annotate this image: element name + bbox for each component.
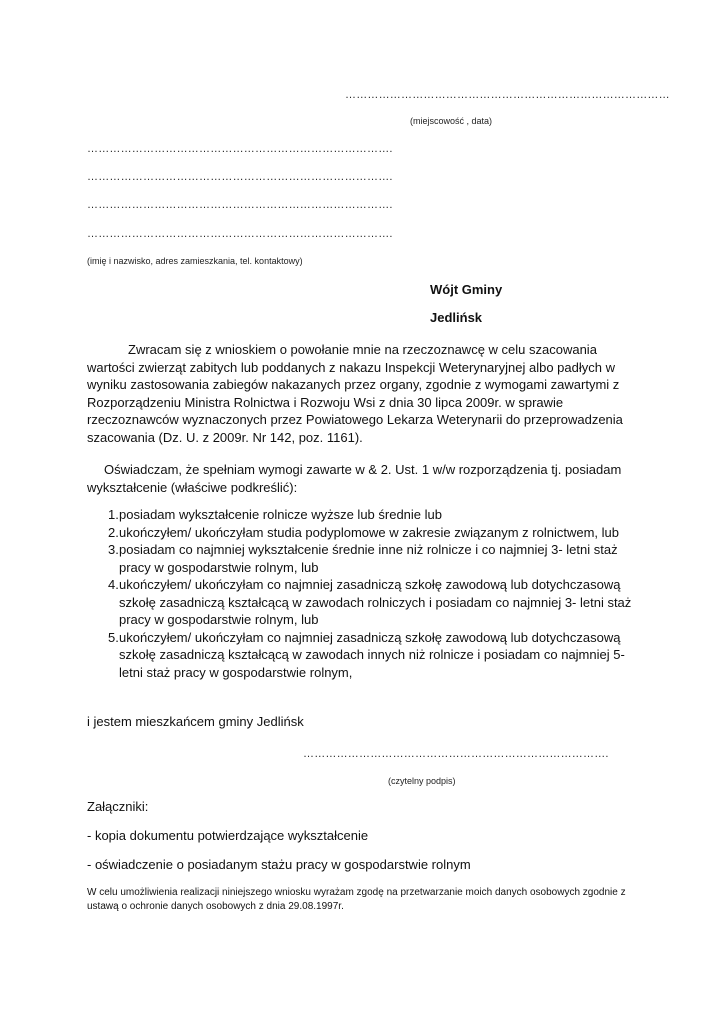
recipient-municipality: Jedlińsk	[430, 310, 483, 325]
education-option-4[interactable]: 4. ukończyłem/ ukończyłam co najmniej zasadniczą szkołę zawodową lub dotychczasową szkołę zasadniczą kształcącą w zawodach rolniczych i posiadam co najmniej 3- letni staż pracy w gospodarstwie rolnym, lub	[108, 577, 632, 627]
place-date-line[interactable]: ……………………………………………………………………………	[345, 89, 670, 101]
consent-statement: W celu umożliwienia realizacji niniejszego wniosku wyrażam zgodę na przetwarzanie moich danych osobowych zgodnie z ustawą o ochronie danych osobowych z dnia 29.08.1997r.	[87, 887, 626, 912]
applicant-line-1[interactable]: ……………………………………………………………………….	[87, 143, 393, 155]
applicant-line-3[interactable]: ……………………………………………………………………….	[87, 199, 393, 211]
education-option-3[interactable]: 3. posiadam co najmniej wykształcenie średnie inne niż rolnicze i co najmniej 3- letni staż pracy w gospodarstwie rolnym, lub	[108, 542, 618, 575]
attachment-item-1: - kopia dokumentu potwierdzające wykształcenie	[87, 828, 369, 843]
applicant-line-2[interactable]: ……………………………………………………………………….	[87, 171, 393, 183]
residency-statement: i jestem mieszkańcem gminy Jedlińsk	[87, 714, 304, 729]
place-date-label: (miejscowość , data)	[410, 116, 493, 126]
education-option-1[interactable]: 1. posiadam wykształcenie rolnicze wyższe lub średnie lub	[108, 507, 442, 522]
attachment-item-2: - oświadczenie o posiadanym stażu pracy w gospodarstwie rolnym	[87, 857, 471, 872]
signature-label: (czytelny podpis)	[388, 776, 456, 786]
declaration-paragraph: Oświadczam, że spełniam wymogi zawarte w & 2. Ust. 1 w/w rozporządzenia tj. posiadam wykształcenie (właściwe podkreślić):	[87, 462, 622, 495]
recipient-title: Wójt Gminy	[430, 282, 503, 297]
education-option-5[interactable]: 5. ukończyłem/ ukończyłam co najmniej zasadniczą szkołę zawodową lub dotychczasową szkołę zasadniczą kształcącą w zawodach innych niż rolnicze i posiadam co najmniej 5- letni staż pracy w gospodarstwie rolnym,	[108, 629, 625, 680]
education-option-2[interactable]: 2. ukończyłem/ ukończyłam studia podyplomowe w zakresie związanym z rolnictwem, lub	[108, 524, 619, 540]
attachments-heading: Załączniki:	[87, 799, 149, 814]
signature-line[interactable]: ……………………………………………………………………….	[303, 748, 609, 760]
education-options-list	[87, 506, 647, 681]
applicant-line-4[interactable]: ……………………………………………………………………….	[87, 228, 393, 240]
request-paragraph: Zwracam się z wnioskiem o powołanie mnie na rzeczoznawcę w celu szacowania wartości zwierząt zabitych lub poddanych z nakazu Inspekcji Weterynaryjnej albo padłych w wyniku zastosowania zabiegów nakazanych przez organy, zgodnie z wymogami zawartymi z Rozporządzeniu Ministra Rolnictwa i Rozwoju Wsi z dnia 30 lipca 2009r. w sprawie rzeczoznawców wyznaczonych przez Powiatowego Lekarza Weterynarii do przeprowadzenia szacowania (Dz. U. z 2009r. Nr 142, poz. 1161).	[87, 342, 623, 445]
applicant-label: (imię i nazwisko, adres zamieszkania, tel. kontaktowy)	[87, 256, 303, 266]
